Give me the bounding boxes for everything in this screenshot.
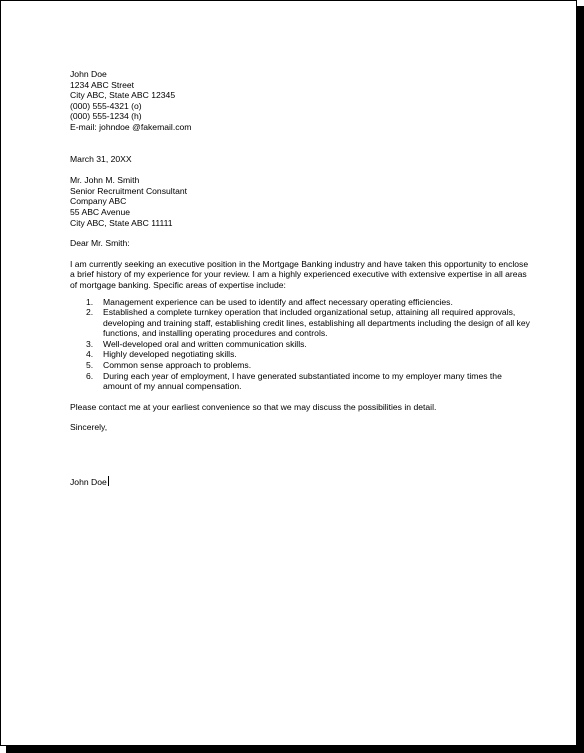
recipient-city: City ABC, State ABC 11111 — [70, 217, 173, 228]
list-item-number: 1. — [86, 296, 94, 307]
sender-email: E-mail: johndoe @fakemail.com — [70, 121, 192, 132]
recipient-name: Mr. John M. Smith — [70, 175, 140, 186]
signature-line — [70, 476, 530, 488]
sender-name: John Doe — [70, 69, 107, 79]
list-item-number: 6. — [86, 370, 94, 381]
letter-body[interactable] — [70, 69, 530, 488]
list-item — [70, 339, 530, 350]
list-item-text: Established a complete turnkey operation that included organizational setup, attaining all required approvals, developing and training staff, establishing credit lines, establishing all departments including the design of all key functions, and installing operating procedures and controls. — [103, 307, 530, 339]
text-cursor — [108, 476, 109, 486]
sender-address — [70, 69, 530, 133]
list-item-text: During each year of employment, I have generated substantiated income to my employer many times the amount of my annual compensation. — [103, 370, 502, 392]
list-item-text: Highly developed negotiating skills. — [103, 349, 237, 360]
sender-city: City ABC, State ABC 12345 — [70, 90, 176, 101]
letter-date: March 31, 20XX — [70, 153, 132, 164]
list-item-text: Common sense approach to problems. — [103, 360, 252, 371]
list-item-number: 5. — [86, 360, 94, 371]
list-item-number: 4. — [86, 349, 94, 360]
page-shadow-bottom — [6, 746, 584, 753]
list-item-number: 2. — [86, 307, 94, 318]
recipient-street: 55 ABC Avenue — [70, 206, 131, 217]
closing-paragraph: Please contact me at your earliest convenience so that we may discuss the possibilities in detail. — [70, 401, 437, 412]
sender-phone-home: (000) 555-1234 (h) — [70, 111, 142, 122]
list-item-text: Well-developed oral and written communication skills. — [103, 338, 307, 349]
sender-phone-office: (000) 555-4321 (o) — [70, 100, 142, 111]
recipient-company: Company ABC — [70, 196, 127, 207]
list-item — [70, 297, 530, 308]
signature-name: John Doe — [70, 477, 107, 488]
salutation: Dear Mr. Smith: — [70, 238, 130, 249]
sign-off: Sincerely, — [70, 422, 108, 433]
list-item — [70, 360, 530, 371]
recipient-title: Senior Recruitment Consultant — [70, 185, 188, 196]
list-item — [70, 371, 530, 392]
intro-paragraph: I am currently seeking an executive position in the Mortgage Banking industry and have taken this opportunity to enclose a brief history of my experience for your review. I am a highly experienced executive with extensive expertise in all areas of mortgage banking. Specific areas of expertise include: — [70, 258, 529, 290]
recipient-address — [70, 175, 530, 228]
sender-street: 1234 ABC Street — [70, 79, 135, 90]
expertise-list — [70, 297, 530, 392]
page-shadow-right — [577, 6, 584, 753]
list-item-number: 3. — [86, 338, 94, 349]
list-item — [70, 349, 530, 360]
list-item — [70, 307, 530, 339]
list-item-text: Management experience can be used to identify and affect necessary operating efficiencies. — [103, 296, 453, 307]
